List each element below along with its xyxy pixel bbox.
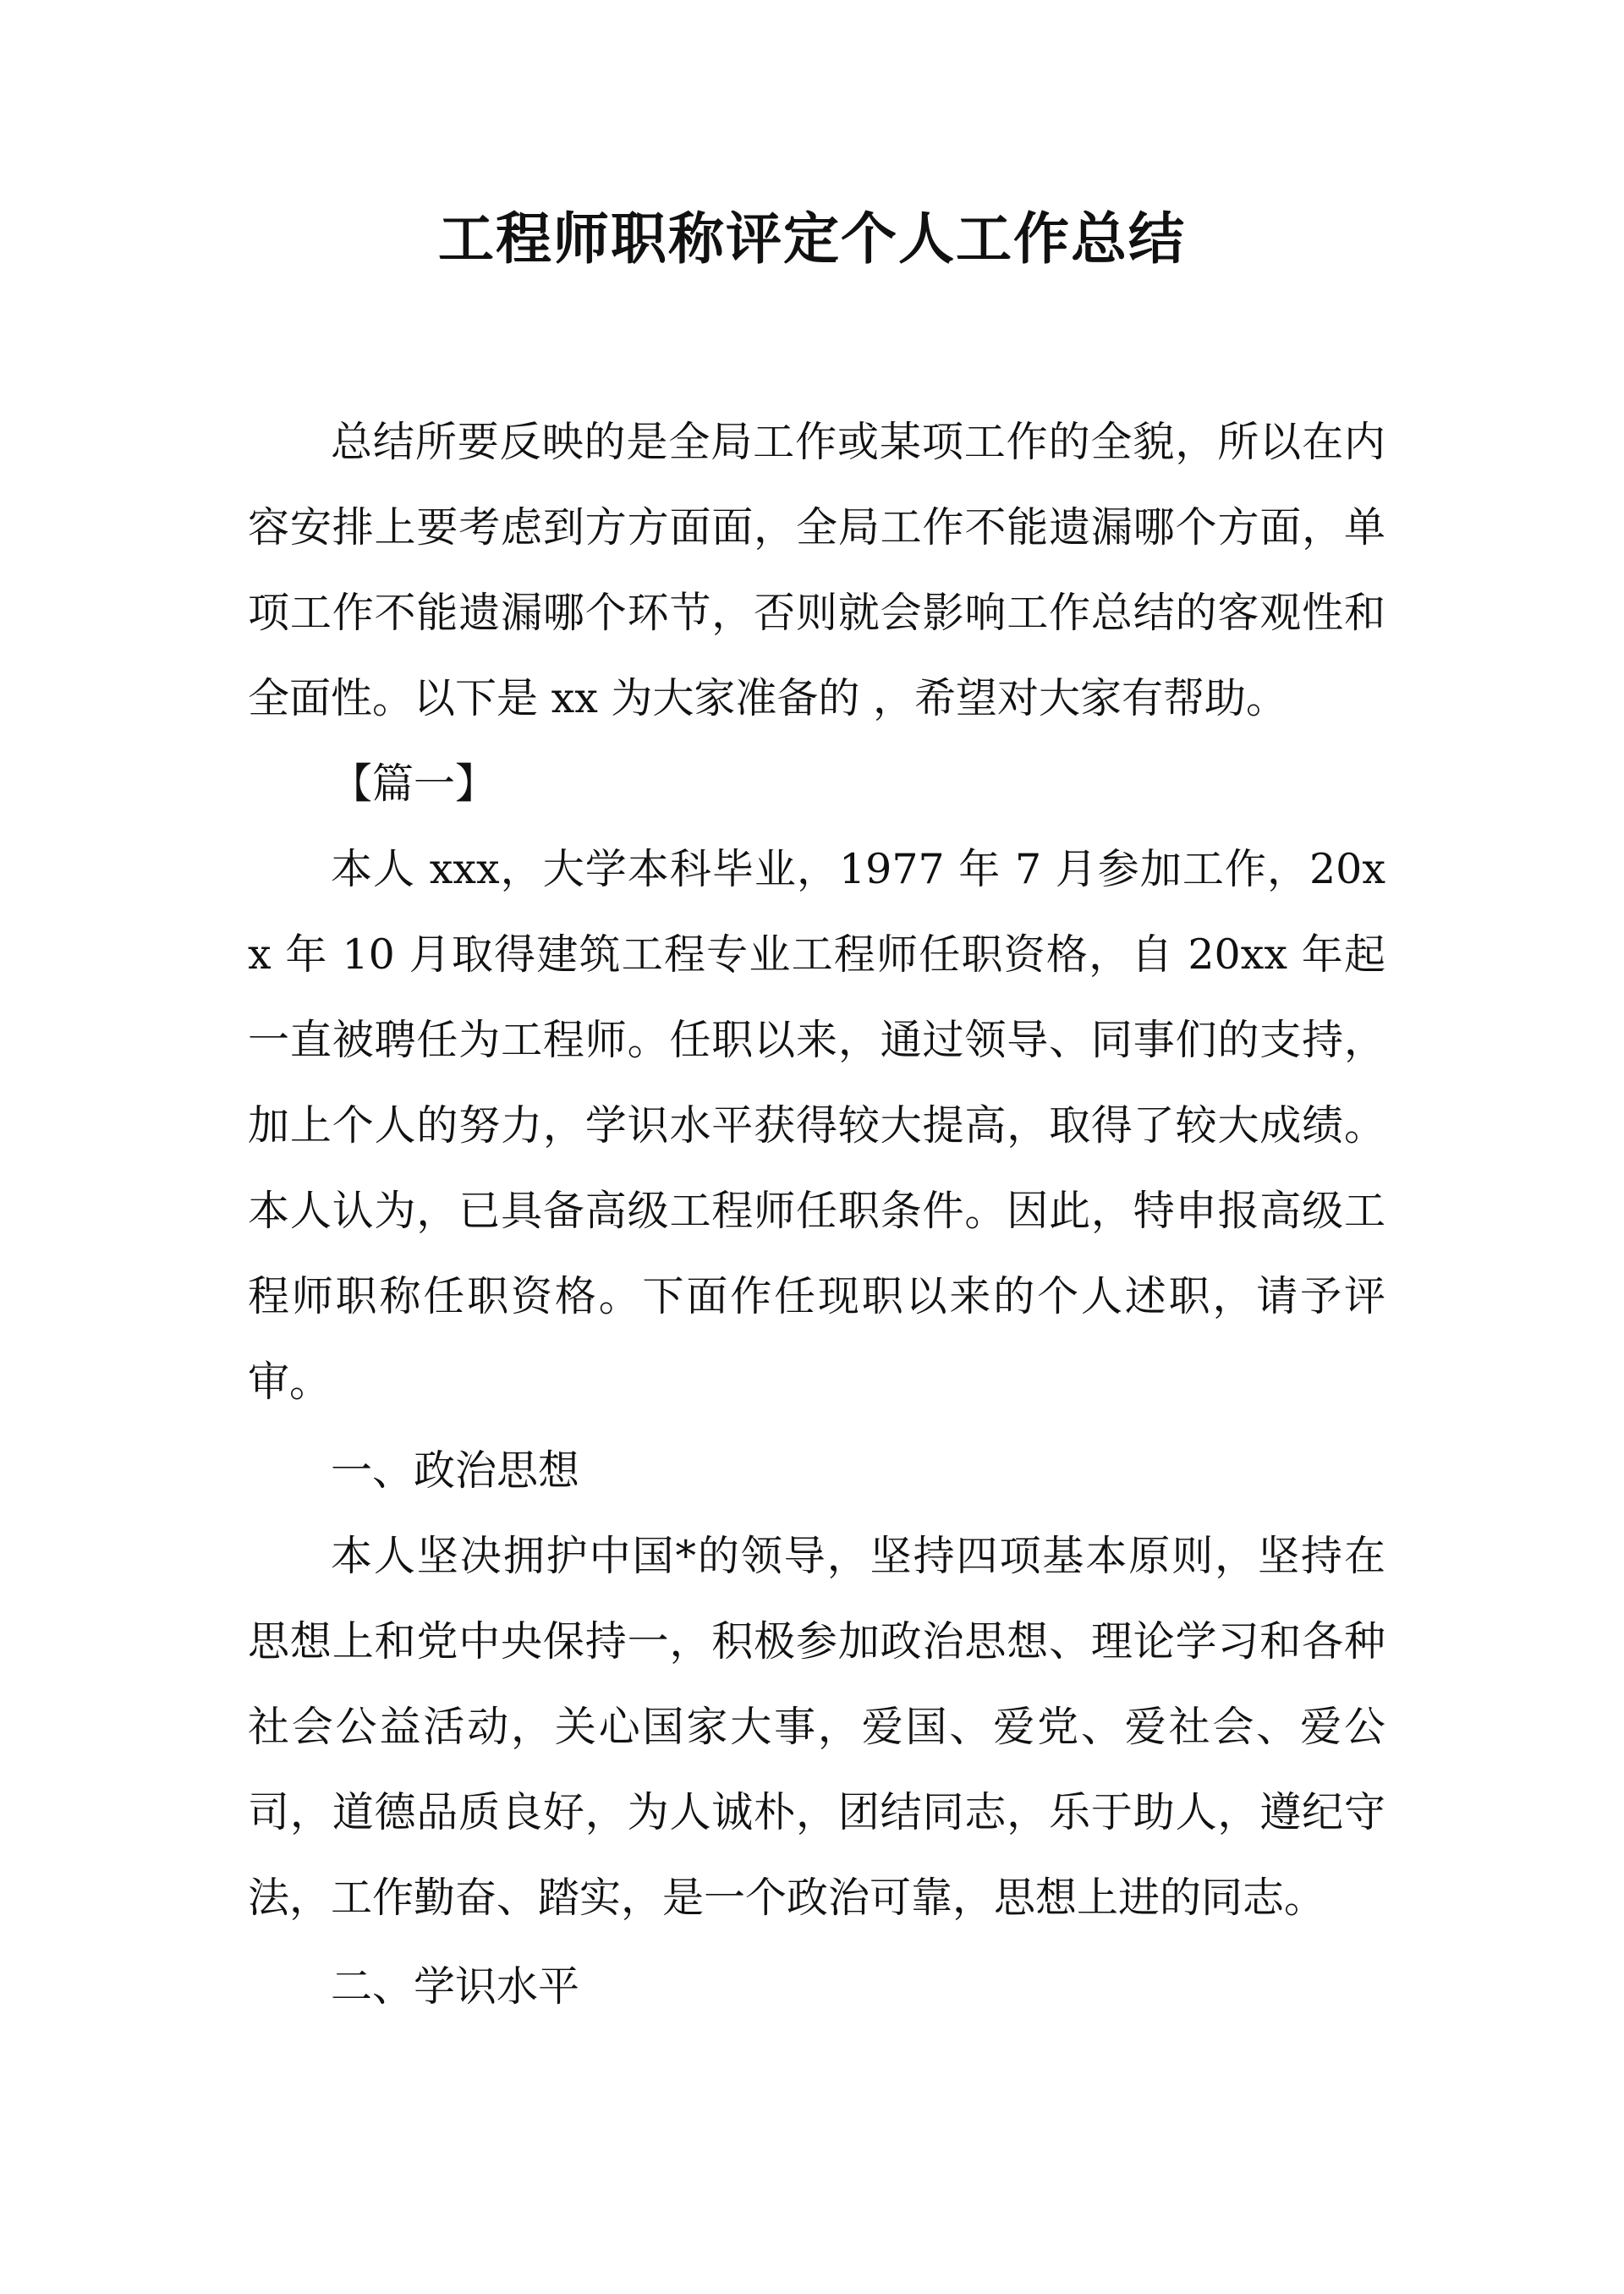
intro-paragraph: 总结所要反映的是全局工作或某项工作的全貌，所以在内容安排上要考虑到方方面面，全局工作不能遗漏哪个方面，单项工作不能遗漏哪个环节，否则就会影响工作总结的客观性和全面性。以下是 xx 为大家准备的 ，希望对大家有帮助。 [248, 418, 1385, 722]
document-title: 工程师职称评定个人工作总结 [438, 206, 1186, 272]
section1-heading: 一、政治思想 [331, 1446, 580, 1495]
document-body [248, 399, 1385, 2029]
part1-paragraph: 本人 xxx，大学本科毕业，1977 年 7 月参加工作，20xx 年 10 月取得建筑工程专业工程师任职资格，自 20xx 年起一直被聘任为工程师。任职以来，通过领导、同事们的支持，加上个人的努力，学识水平获得较大提高，取得了较大成绩。本人认为，已具备高级工程师任职条件。因此，特申报高级工程师职称任职资格。下面作任现职以来的个人述职，请予评审。 [248, 845, 1385, 1406]
section2-heading: 二、学识水平 [331, 1962, 580, 2011]
part-label: 【篇一】 [331, 760, 497, 808]
section1-paragraph: 本人坚决拥护中国*的领导，坚持四项基本原则，坚持在思想上和党中央保持一，积极参加政治思想、理论学习和各种社会公益活动，关心国家大事，爱国、爱党、爱社会、爱公司，道德品质良好，为人诚朴，团结同志，乐于助人，遵纪守法，工作勤奋、踏实，是一个政治可靠，思想上进的同志。 [248, 1532, 1385, 1922]
